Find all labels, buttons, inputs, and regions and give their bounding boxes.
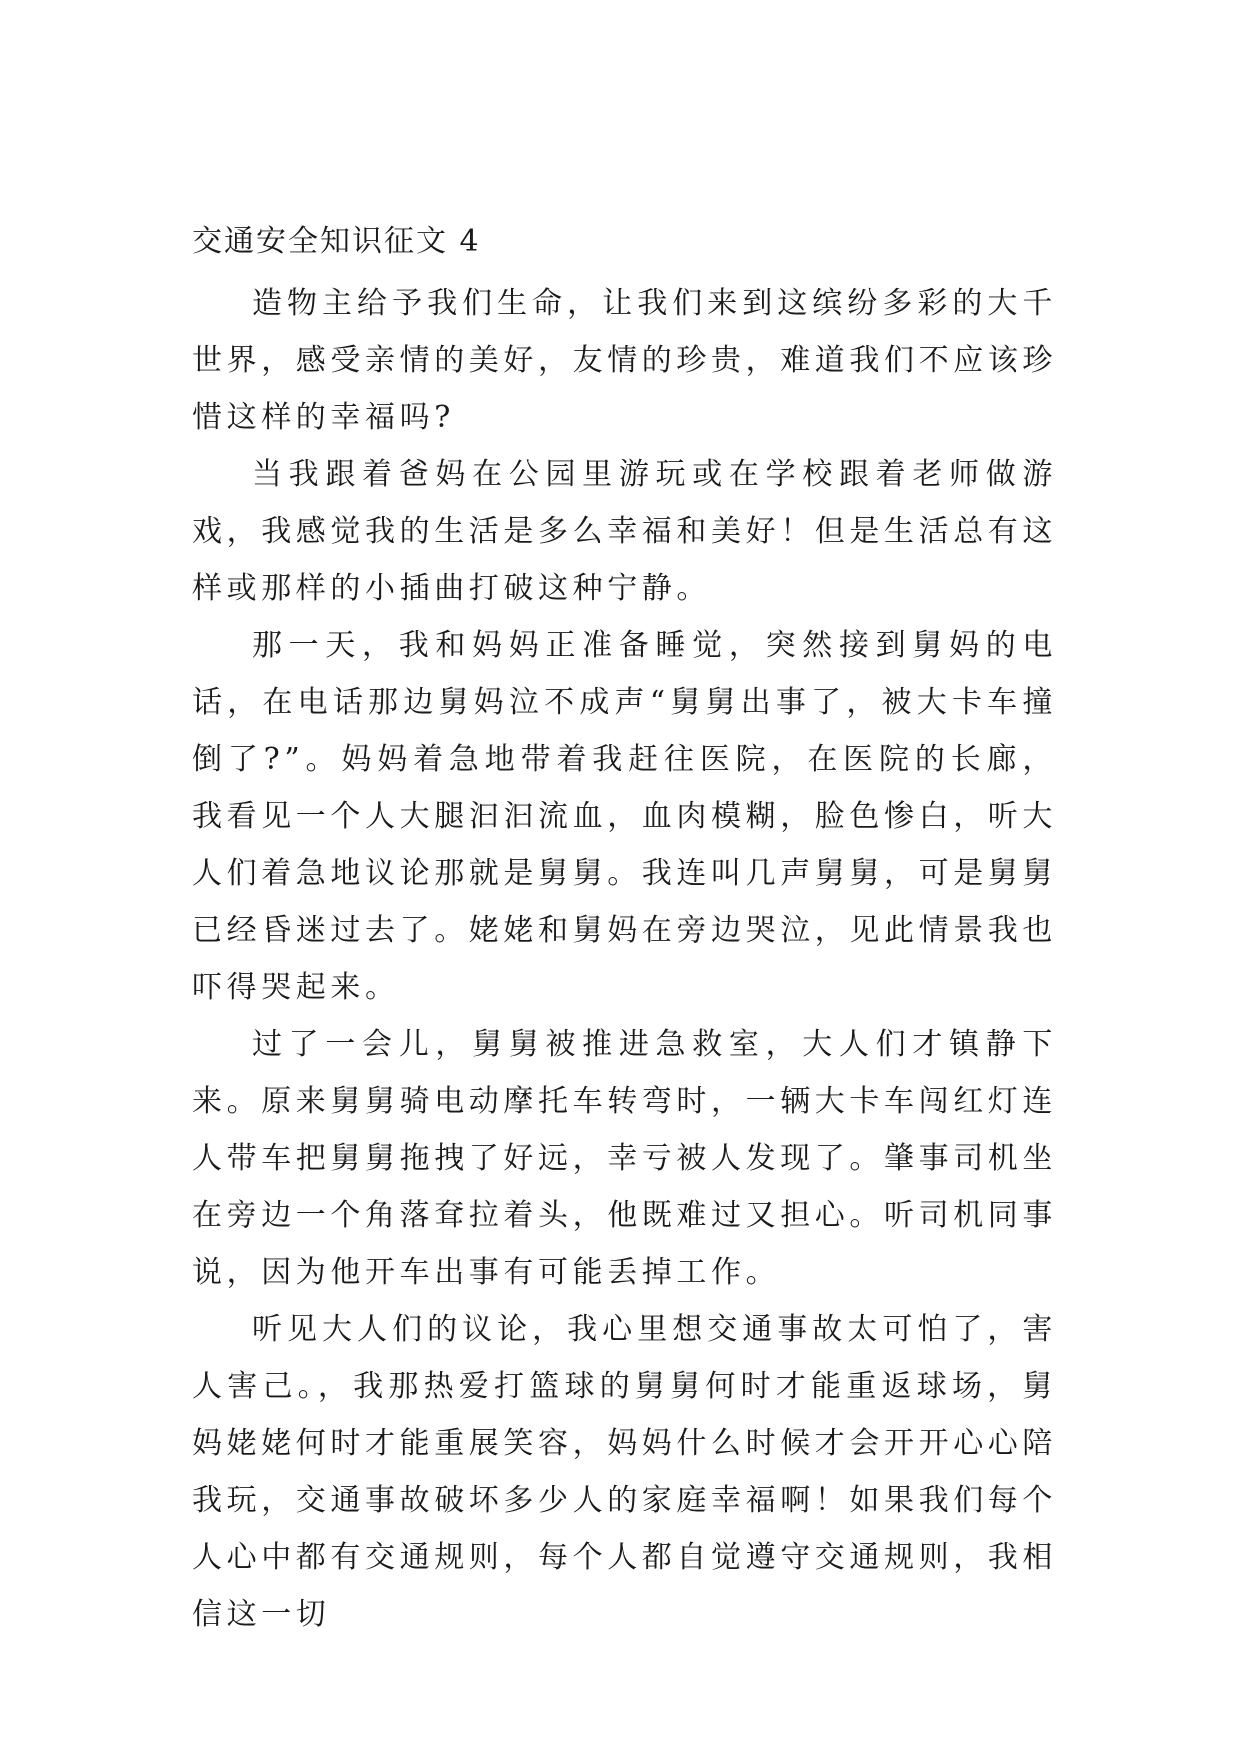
paragraph-3: 那一天，我和妈妈正准备睡觉，突然接到舅妈的电话，在电话那边舅妈泣不成声“舅舅出事了，被大卡车撞倒了?”。妈妈着急地带着我赶往医院，在医院的长廊，我看见一个人大腿汩汩流血，血肉模糊，脸色惨白，听大人们着急地议论那就是舅舅。我连叫几声舅舅，可是舅舅已经昏迷过去了。姥姥和舅妈在旁边哭泣，见此情景我也吓得哭起来。 <box>192 628 1057 1005</box>
paragraph-1: 造物主给予我们生命，让我们来到这缤纷多彩的大千世界，感受亲情的美好，友情的珍贵，难道我们不应该珍惜这样的幸福吗? <box>192 286 1057 435</box>
document-body <box>192 222 1057 1643</box>
document-title: 交通安全知识征文 4 <box>192 224 481 259</box>
paragraph-2: 当我跟着爸妈在公园里游玩或在学校跟着老师做游戏，我感觉我的生活是多么幸福和美好！但是生活总有这样或那样的小插曲打破这种宁静。 <box>192 457 1057 606</box>
paragraph-5: 听见大人们的议论，我心里想交通事故太可怕了，害人害己。，我那热爱打篮球的舅舅何时才能重返球场，舅妈姥姥何时才能重展笑容，妈妈什么时候才会开开心心陪我玩，交通事故破坏多少人的家庭幸福啊！如果我们每个人心中都有交通规则，每个人都自觉遵守交通规则，我相信这一切 <box>192 1312 1057 1632</box>
paragraph-4: 过了一会儿，舅舅被推进急救室，大人们才镇静下来。原来舅舅骑电动摩托车转弯时，一辆大卡车闯红灯连人带车把舅舅拖拽了好远，幸亏被人发现了。肇事司机坐在旁边一个角落耷拉着头，他既难过又担心。听司机同事说，因为他开车出事有可能丢掉工作。 <box>192 1027 1057 1290</box>
